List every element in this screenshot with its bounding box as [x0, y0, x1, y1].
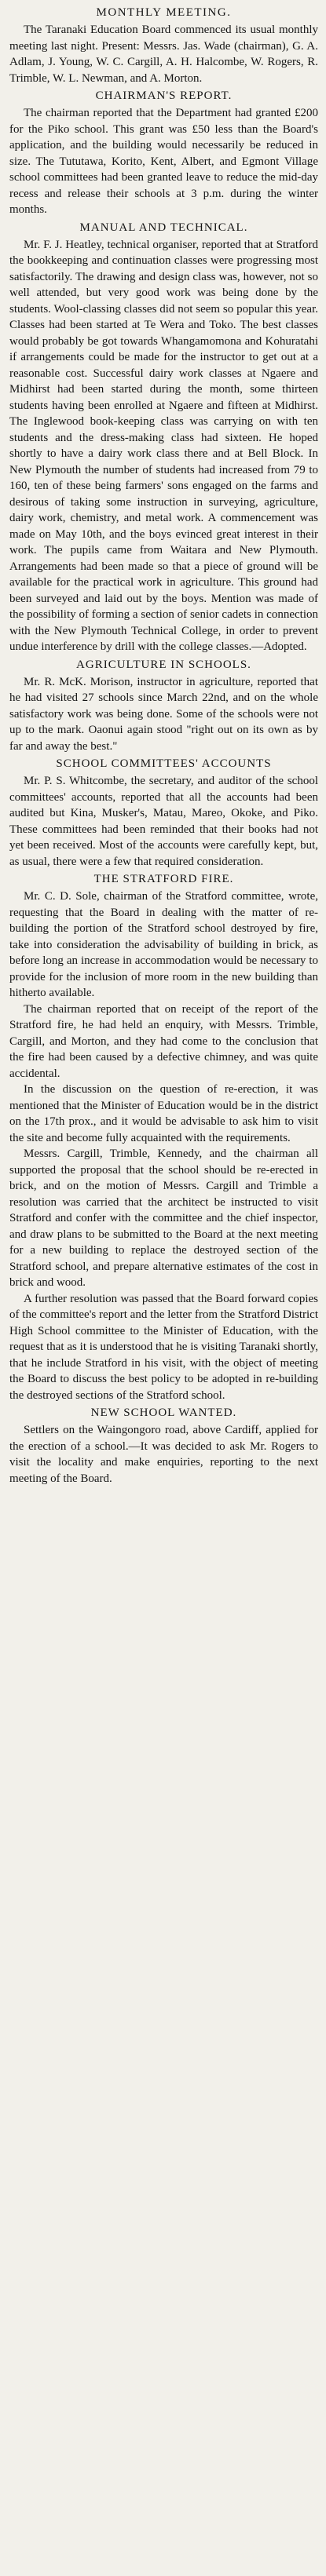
stratford-fire-paragraph-2: The chairman reported that on receipt of the report of the Stratford fire, he had held an enquiry, with Messrs. Trimble, Cargill, and Morton, and they had come to the conclusion that the fire had been caused by a defective chimney, and was quite accidental. — [9, 1002, 318, 1080]
section-heading-agriculture: AGRICULTURE IN SCHOOLS. — [76, 658, 251, 671]
stratford-fire-paragraph-4: Messrs. Cargill, Trimble, Kennedy, and the chairman all supported the proposal that the school should be re-erected in brick, and on the motion of Messrs. Cargill and Trimble a resolution was carried that the architect be instructed to visit Stratford and confer with the committee and the chief inspector, and draw plans to be submitted to the Board at the next meeting for a new building to replace the destroyed section of the Stratford school, and prepare alternative estimates of the cost in brick and wood. — [9, 1148, 318, 1289]
committees-accounts-paragraph: Mr. P. S. Whitcombe, the secretary, and auditor of the school committees' accounts, reported that all the accounts had been audited but Kina, Musker's, Matau, Mareo, Okoke, and Piko. These committees had been reminded that their books had not yet been received. Most of the accounts were carefully kept, but, as usual, there were a few that required consideration. — [9, 775, 318, 868]
section-heading-new-school: NEW SCHOOL WANTED. — [90, 1407, 237, 1419]
article-title: MONTHLY MEETING. — [96, 6, 232, 19]
section-heading-chairmans-report: CHAIRMAN'S REPORT. — [95, 89, 233, 102]
section-heading-manual-technical: MANUAL AND TECHNICAL. — [79, 221, 248, 234]
chairmans-report-paragraph: The chairman reported that the Department had granted £200 for the Piko school. This grant was £50 less than the Board's application, and the building would necessarily be reduced in size. The Tututawa, Korito, Kent, Albert, and Egmont Village school committees had been granted leave to reduce the mid-day recess and release their schools at 3 p.m. during the winter months. — [9, 107, 318, 216]
agriculture-paragraph: Mr. R. McK. Morison, instructor in agriculture, reported that he had visited 27 schools since March 22nd, and on the whole satisfactory work was being done. Some of the schools were not up to the mark. Oaonui again stood "right out on its own as by far and away the best." — [9, 675, 318, 753]
stratford-fire-paragraph-5: A further resolution was passed that the Board forward copies of the committee's report and the letter from the Stratford District High School committee to the Minister of Education, with the request that as it is understood that he is visiting Taranaki shortly, that he include Stratford in his visit, with the object of meeting the Board to discuss the best policy to be adopted in re-building the destroyed sections of the Stratford school. — [9, 1292, 318, 1402]
section-heading-stratford-fire: THE STRATFORD FIRE. — [93, 873, 234, 885]
stratford-fire-paragraph-1: Mr. C. D. Sole, chairman of the Stratford committee, wrote, requesting that the Board in dealing with the matter of re-building the portion of the Stratford school destroyed by fire, take into consideration the advisability of building in brick, as before long an increase in accommodation would be necessary to provide for the inclusion of more room in the new building than hitherto available. — [9, 890, 318, 999]
stratford-fire-paragraph-3: In the discussion on the question of re-erection, it was mentioned that the Minister of Education would be in the district on the 17th prox., and it would be advisable to ask him to visit the site and become fully acquainted with the requirements. — [9, 1083, 318, 1144]
new-school-paragraph: Settlers on the Waingongoro road, above Cardiff, applied for the erection of a school.—It was decided to ask Mr. Rogers to visit the locality and make enquiries, reporting to the next meeting of the Board. — [9, 1424, 318, 1485]
intro-paragraph: The Taranaki Education Board commenced its usual monthly meeting last night. Present: Messrs. Jas. Wade (chairman), G. A. Adlam, J. Young, W. C. Cargill, A. H. Halcombe, W. Rogers, R. Trimble, W. L. Newman, and A. Morton. — [9, 24, 318, 85]
section-heading-committees-accounts: SCHOOL COMMITTEES' ACCOUNTS — [56, 757, 272, 770]
manual-technical-paragraph: Mr. F. J. Heatley, technical organiser, reported that at Stratford the bookkeeping and continuation classes were progressing most satisfactorily. The drawing and design class was, however, not so well attended, but very good work was being done by the students. Wool-classing classes did not seem so popular this year. Classes had been started at Te Wera and Toko. The best classes would probably be got towards Whangamomona and Kohuratahi if arrangements could be made for the instructor to get out at a reasonable cost. Successful dairy work classes at Ngaere and Midhirst had been started during the month, some thirteen students having been enrolled at Ngaere and fifteen at Midhirst. The Inglewood book-keeping class was carrying on with ten students and the dress-making class had sixteen. He hoped shortly to have a dairy work class there and at Bell Block. In New Plymouth the number of students had increased from 79 to 160, ten of these being farmers' sons engaged on the farms and desirous of taking some instruction in surveying, agriculture, dairy work, chemistry, and metal work. A commencement was made on May 10th, and the boys evinced great interest in their work. The pupils came from Waitara and New Plymouth. Arrangements had been made so that a piece of ground will be available for the practical work in agriculture. This ground had been surveyed and laid out by the boys. Mention was made of the possibility of forming a section of senior cadets in connection with the New Plymouth Technical College, in order to prevent undue interference by drill with the college classes.—Adopted. — [9, 238, 318, 653]
